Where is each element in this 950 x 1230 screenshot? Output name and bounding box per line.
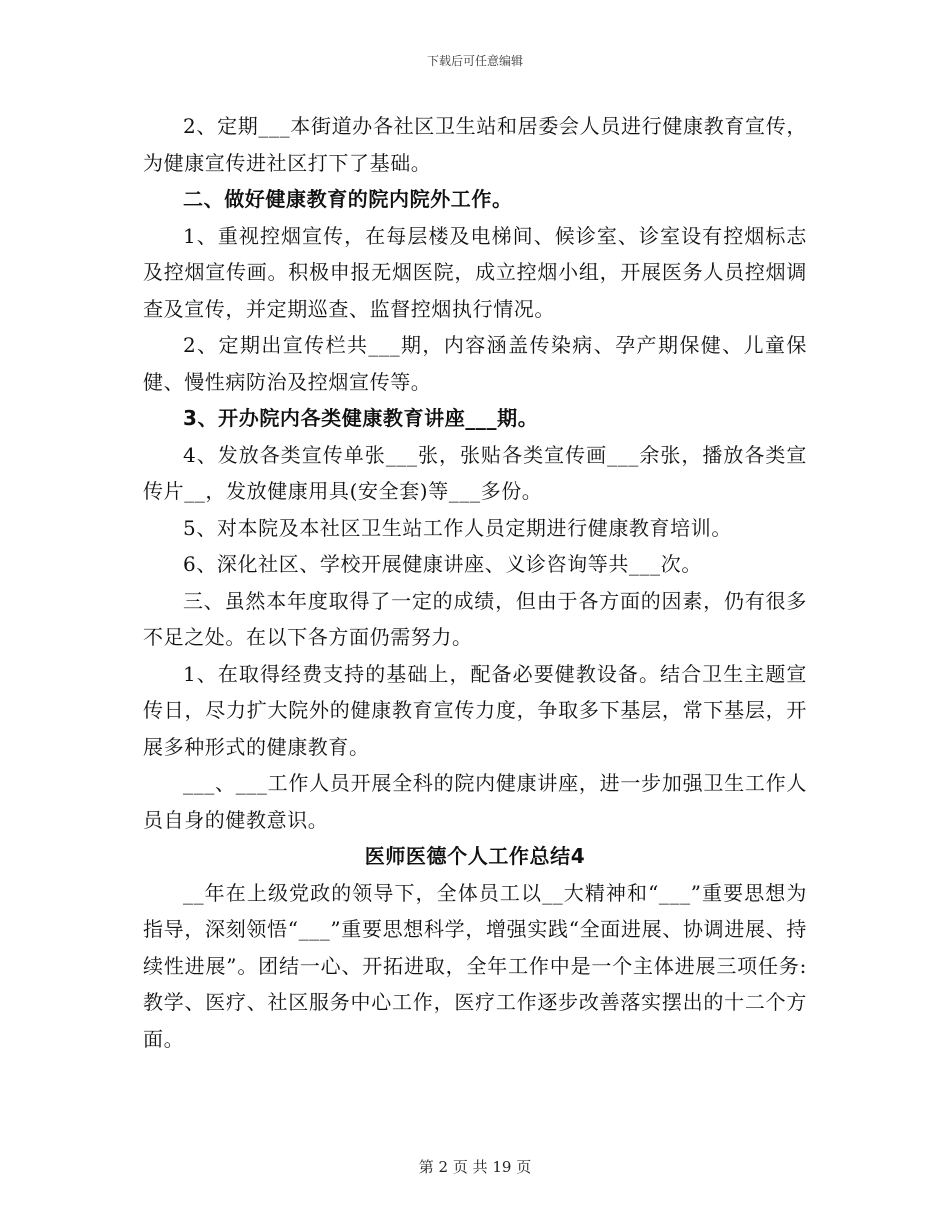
page-footer: 第 2 页 共 19 页 <box>418 1158 532 1176</box>
bold-item: 3、开办院内各类健康教育讲座___期。 <box>183 406 539 430</box>
paragraph: 5、对本院及本社区卫生站工作人员定期进行健康教育培训。 <box>183 515 732 540</box>
paragraph: ___、___工作人员开展全科的院内健康讲座，进一步加强卫生工作人员自身的健教意识。 <box>143 771 807 832</box>
document-section-title: 医师医德个人工作总结4 <box>364 844 586 868</box>
paragraph: 2、定期出宣传栏共___期，内容涵盖传染病、孕产期保健、儿童保健、慢性病防治及控烟宣传等。 <box>143 333 807 394</box>
paragraph: 1、在取得经费支持的基础上，配备必要健教设备。结合卫生主题宣传日，尽力扩大院外的健康教育宣传力度，争取多下基层，常下基层，开展多种形式的健康教育。 <box>143 661 807 759</box>
paragraph: 2、定期___本街道办各社区卫生站和居委会人员进行健康教育宣传，为健康宣传进社区打下了基础。 <box>143 114 807 175</box>
paragraph: __年在上级党政的领导下，全体员工以__大精神和“___”重要思想为指导，深刻领悟“___”重要思想科学，增强实践“全面进展、协调进展、持续性进展”。团结一心、开拓进取，全年工作中是一个主体进展三项任务:教学、医疗、社区服务中心工作，医疗工作逐步改善落实摆出的十二个方面。 <box>143 880 807 1051</box>
page-header: 下载后可任意编辑 <box>426 54 523 68</box>
section-heading: 二、做好健康教育的院内院外工作。 <box>183 187 513 211</box>
paragraph: 4、发放各类宣传单张___张，张贴各类宣传画___余张，播放各类宣传片__，发放健康用具(安全套)等___多份。 <box>143 442 807 503</box>
paragraph: 6、深化社区、学校开展健康讲座、义诊咨询等共___次。 <box>183 552 702 576</box>
paragraph: 1、重视控烟宣传，在每层楼及电梯间、候诊室、诊室设有控烟标志及控烟宣传画。积极申报无烟医院，成立控烟小组，开展医务人员控烟调查及宣传，并定期巡查、监督控烟执行情况。 <box>143 223 807 321</box>
document-body <box>143 108 807 1057</box>
paragraph: 三、虽然本年度取得了一定的成绩，但由于各方面的因素，仍有很多不足之处。在以下各方面仍需努力。 <box>143 588 807 649</box>
